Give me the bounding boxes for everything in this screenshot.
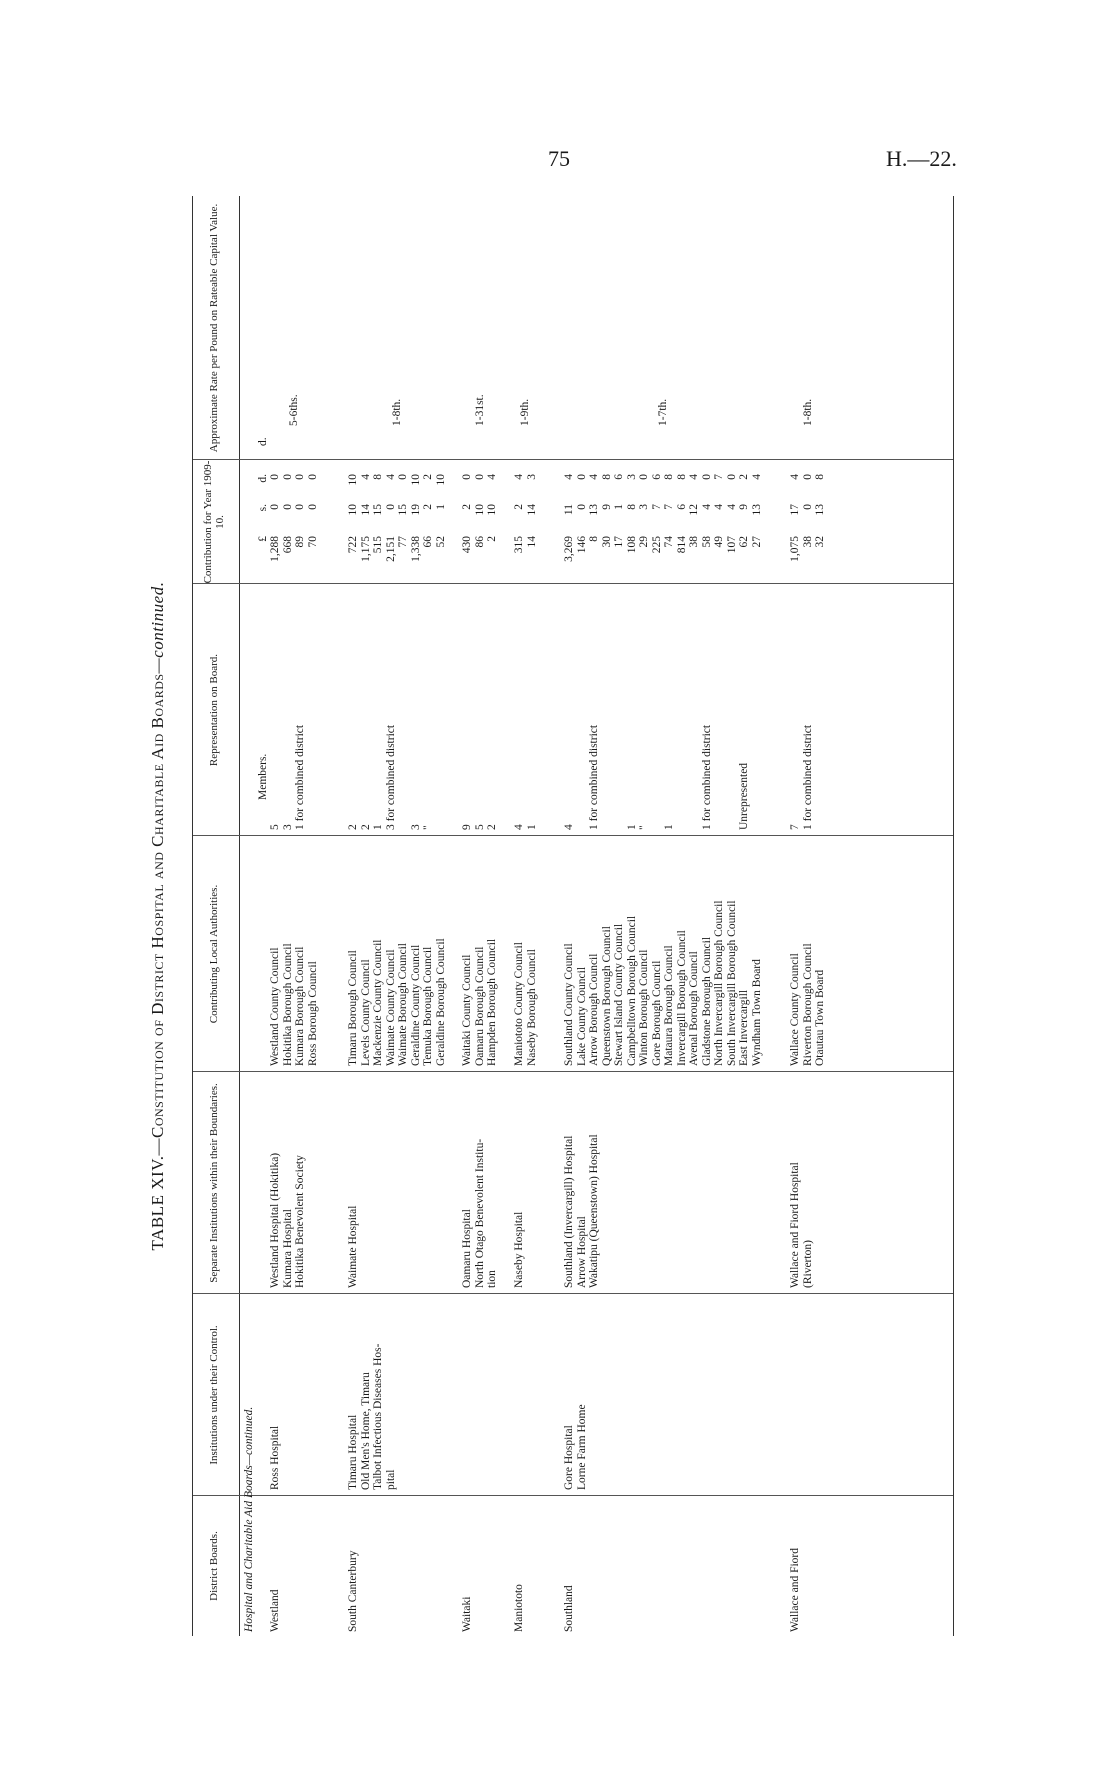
contribution-pounds: 315 [513, 536, 525, 554]
authority-name: Gladstone Borough Council [700, 936, 713, 1066]
contribution-pence: 4 [750, 474, 763, 480]
separate-institution-item: Kumara Hospital [281, 1209, 294, 1288]
contribution-pounds: 814 [675, 536, 688, 554]
contribution-pence: 0 [725, 474, 738, 480]
contribution-pence: 10 [434, 474, 447, 486]
contribution-shillings: 15 [372, 504, 384, 516]
contribution-pounds: 430 [461, 536, 473, 554]
representation-value: 1 [525, 824, 538, 830]
authority-name: Winton Borough Council [638, 949, 650, 1066]
contribution-pounds: 38 [688, 536, 700, 548]
contribution-pence: 0 [700, 474, 713, 480]
institution-item: Old Men's Home, Timaru [359, 1372, 372, 1490]
representation-value: 1 [663, 824, 675, 830]
col-header-institutions: Institutions under their Control. [208, 1325, 220, 1465]
representation-value: 4 [563, 824, 575, 830]
contribution-pounds: 14 [525, 536, 538, 548]
contribution-pence: 8 [663, 474, 675, 480]
rate-unit: d. [257, 437, 269, 446]
column-divider [193, 1495, 953, 1496]
contribution-shillings: 1 [613, 504, 625, 510]
column-divider [193, 459, 953, 460]
contribution-pence: 10 [347, 474, 359, 486]
authority-name: Ross Borough Council [306, 961, 319, 1066]
contribution-shillings: 17 [789, 504, 801, 516]
contribution-pence: 6 [650, 474, 663, 480]
contribution-pence: 0 [638, 474, 650, 480]
representation-value: 7 [789, 824, 801, 830]
authority-name: Hampden Borough Council [486, 938, 498, 1066]
representation-value: 2 [359, 824, 372, 830]
rate-value: 1-9th. [519, 398, 532, 426]
contribution-shillings: 2 [461, 504, 473, 510]
col-header-contribution: Contribution for Year 1909-10. [202, 460, 226, 584]
representation-value: 2 [486, 824, 498, 830]
contribution-shillings: 14 [359, 504, 372, 516]
contribution-pounds: 89 [294, 536, 306, 548]
contribution-pounds: 1,288 [269, 536, 281, 562]
rate-value: 1-8th. [801, 398, 814, 426]
contribution-pence: 8 [600, 474, 613, 480]
table-title [148, 196, 168, 1636]
contribution-shillings: 10 [347, 504, 359, 516]
authority-name: Timaru Borough Council [347, 950, 359, 1066]
members-unit: Members. [257, 753, 269, 800]
contribution-shillings: 10 [473, 504, 486, 516]
contribution-pounds: 2,151 [384, 536, 397, 562]
column-divider [193, 1293, 953, 1294]
constitution-table [192, 196, 954, 1636]
authority-name: Naseby Borough Council [525, 949, 538, 1066]
representation-value: Unrepresented [738, 762, 750, 830]
contribution-pounds: 225 [650, 536, 663, 554]
contribution-pence: 0 [461, 474, 473, 480]
pounds-unit: £ [257, 536, 269, 542]
authority-name: Westland County Council [269, 947, 281, 1066]
institution-item: Ross Hospital [269, 1425, 281, 1490]
contribution-pounds: 146 [575, 536, 588, 554]
authority-name: Otautau Town Board [814, 969, 826, 1066]
col-header-boards: District Boards. [208, 1531, 220, 1601]
contribution-pence: 7 [713, 474, 725, 480]
board-name: South Canterbury [347, 1550, 359, 1632]
institution-item: Talbot Infectious Diseases Hos- [372, 1343, 384, 1490]
representation-value: " [638, 825, 650, 830]
contribution-shillings: 0 [575, 504, 588, 510]
representation-value: 1 for combined district [801, 724, 814, 830]
column-divider [193, 1071, 953, 1072]
contribution-shillings: 4 [713, 504, 725, 510]
contribution-shillings: 13 [588, 504, 600, 516]
representation-value: 4 [513, 824, 525, 830]
contribution-shillings: 0 [281, 504, 294, 510]
contribution-shillings: 7 [650, 504, 663, 510]
contribution-shillings: 9 [738, 504, 750, 510]
contribution-shillings: 2 [422, 504, 434, 510]
contribution-pence: 3 [525, 474, 538, 480]
col-header-representation: Representation on Board. [208, 653, 220, 767]
rate-value: 5-6ths. [287, 394, 300, 426]
authority-name: Queenstown Borough Council [600, 926, 613, 1066]
contribution-pence: 4 [588, 474, 600, 480]
contribution-pounds: 70 [306, 536, 319, 548]
contribution-pounds: 107 [725, 536, 738, 554]
authority-name: Geraldine Borough Council [434, 938, 447, 1066]
contribution-pounds: 29 [638, 536, 650, 548]
contribution-pence: 0 [281, 474, 294, 480]
separate-institution-item: Naseby Hospital [513, 1211, 525, 1288]
column-divider [193, 835, 953, 836]
contribution-pence: 6 [613, 474, 625, 480]
separate-institution-item: Wallace and Fiord Hospital [789, 1162, 801, 1288]
contribution-pounds: 77 [397, 536, 409, 548]
representation-value: 5 [473, 824, 486, 830]
authority-name: Waimate Borough Council [397, 943, 409, 1066]
separate-institution-item: Southland (Invercargill) Hospital [563, 1135, 575, 1288]
col-header-separate: Separate Institutions within their Boundaries. [208, 1083, 220, 1283]
separate-institution-item: Wakatipu (Queenstown) Hospital [588, 1134, 600, 1288]
section-heading: Hospital and Charitable Aid Boards—continued. [243, 1406, 255, 1632]
contribution-pounds: 1,338 [409, 536, 422, 562]
contribution-shillings: 7 [663, 504, 675, 510]
separate-institution-item: Hokitika Benevolent Society [294, 1155, 306, 1288]
separate-institution-item: Westland Hospital (Hokitika) [269, 1152, 281, 1288]
contribution-shillings: 1 [434, 504, 447, 510]
contribution-pence: 4 [513, 474, 525, 480]
contribution-pounds: 3,269 [563, 536, 575, 562]
separate-institution-item: Arrow Hospital [575, 1216, 588, 1288]
representation-value: " [422, 825, 434, 830]
institution-item: Lorne Farm Home [575, 1404, 588, 1490]
authority-name: Kumara Borough Council [294, 946, 306, 1066]
title-prefix: TABLE XIV.— [148, 1138, 167, 1251]
rate-value: 1-31st. [473, 394, 486, 426]
header-rule [239, 196, 240, 1636]
authority-name: Southland County Council [563, 943, 575, 1066]
contribution-pounds: 1,075 [789, 536, 801, 562]
authority-name: Invercargill Borough Council [675, 930, 688, 1066]
contribution-pounds: 38 [801, 536, 814, 548]
contribution-pounds: 108 [625, 536, 638, 554]
contribution-pence: 0 [294, 474, 306, 480]
authority-name: Geraldine County Council [409, 944, 422, 1066]
authority-name: Lake County Council [575, 966, 588, 1066]
contribution-pence: 0 [473, 474, 486, 480]
title-main: Constitution of District Hospital and Charitable Aid Boards [148, 673, 167, 1139]
contribution-pounds: 668 [281, 536, 294, 554]
contribution-shillings: 2 [513, 504, 525, 510]
contribution-pence: 0 [269, 474, 281, 480]
representation-value: 1 [372, 824, 384, 830]
authority-name: Campbelltown Borough Council [625, 915, 638, 1066]
institution-item: Gore Hospital [563, 1425, 575, 1490]
representation-value: 3 [281, 824, 294, 830]
rotated-table [148, 196, 952, 1636]
contribution-pounds: 27 [750, 536, 763, 548]
col-header-authorities: Contributing Local Authorities. [208, 884, 220, 1024]
authority-name: North Invercargill Borough Council [713, 900, 725, 1066]
authority-name: South Invercargill Borough Council [725, 900, 738, 1066]
shillings-unit: s. [257, 504, 269, 512]
contribution-pence: 0 [306, 474, 319, 480]
contribution-pence: 4 [359, 474, 372, 480]
contribution-shillings: 12 [688, 504, 700, 516]
board-name: Southland [563, 1585, 575, 1632]
contribution-shillings: 8 [625, 504, 638, 510]
contribution-shillings: 9 [600, 504, 613, 510]
contribution-pence: 0 [397, 474, 409, 480]
separate-institution-item: (Riverton) [801, 1240, 814, 1288]
contribution-pounds: 49 [713, 536, 725, 548]
representation-value: 5 [269, 824, 281, 830]
contribution-pence: 4 [688, 474, 700, 480]
contribution-shillings: 3 [638, 504, 650, 510]
contribution-pence: 8 [372, 474, 384, 480]
contribution-shillings: 14 [525, 504, 538, 516]
contribution-pounds: 722 [347, 536, 359, 554]
representation-value: 1 [625, 824, 638, 830]
contribution-shillings: 4 [725, 504, 738, 510]
contribution-pence: 0 [801, 474, 814, 480]
rate-value: 1-8th. [390, 398, 403, 426]
authority-name: Stewart Island County Council [613, 923, 625, 1066]
contribution-shillings: 13 [750, 504, 763, 516]
separate-institution-item: Oamaru Hospital [461, 1209, 473, 1288]
board-name: Wallace and Fiord [789, 1547, 801, 1632]
column-divider [193, 583, 953, 584]
authority-name: Riverton Borough Council [801, 943, 814, 1066]
authority-name: Avenal Borough Council [688, 951, 700, 1066]
authority-name: Waitaki County Council [461, 954, 473, 1066]
authority-name: Mackenzie County Council [372, 939, 384, 1066]
contribution-pounds: 30 [600, 536, 613, 548]
contribution-pence: 8 [675, 474, 688, 480]
contribution-pence: 4 [789, 474, 801, 480]
contribution-shillings: 4 [700, 504, 713, 510]
contribution-pounds: 515 [372, 536, 384, 554]
separate-institution-item: North Otago Benevolent Institu- [473, 1138, 486, 1288]
contribution-pence: 0 [575, 474, 588, 480]
authority-name: Gore Borough Council [650, 960, 663, 1066]
contribution-pounds: 1,175 [359, 536, 372, 562]
rate-value: 1-7th. [656, 398, 669, 426]
col-header-rate: Approximate Rate per Pound on Rateable Capital Value. [208, 203, 220, 453]
contribution-pence: 2 [738, 474, 750, 480]
contribution-pence: 4 [486, 474, 498, 480]
authority-name: Wyndham Town Board [750, 959, 763, 1066]
contribution-pence: 4 [384, 474, 397, 480]
contribution-pounds: 58 [700, 536, 713, 548]
representation-value: 9 [461, 824, 473, 830]
institution-item: Timaru Hospital [347, 1414, 359, 1490]
authority-name: Oamaru Borough Council [473, 946, 486, 1066]
contribution-pounds: 52 [434, 536, 447, 548]
authority-name: Temuka Borough Council [422, 946, 434, 1066]
separate-institution-item: Waimate Hospital [347, 1205, 359, 1288]
representation-value: 1 for combined district [700, 724, 713, 830]
contribution-shillings: 0 [306, 504, 319, 510]
contribution-shillings: 0 [384, 504, 397, 510]
authority-name: Maniototo County Council [513, 942, 525, 1066]
contribution-shillings: 0 [269, 504, 281, 510]
contribution-shillings: 19 [409, 504, 422, 516]
contribution-pence: 4 [563, 474, 575, 480]
contribution-shillings: 15 [397, 504, 409, 516]
board-name: Waitaki [461, 1596, 473, 1632]
contribution-shillings: 10 [486, 504, 498, 516]
authority-name: Wallace County Council [789, 953, 801, 1066]
contribution-shillings: 0 [801, 504, 814, 510]
contribution-pounds: 62 [738, 536, 750, 548]
contribution-shillings: 11 [563, 504, 575, 516]
authority-name: Arrow Borough Council [588, 953, 600, 1066]
contribution-pence: 3 [625, 474, 638, 480]
contribution-pence: 10 [409, 474, 422, 486]
page-number: 75 [548, 146, 570, 171]
contribution-pence: 8 [814, 474, 826, 480]
authority-name: Mataura Borough Council [663, 945, 675, 1066]
institution-item: pital [384, 1469, 397, 1490]
contribution-pence: 2 [422, 474, 434, 480]
board-name: Westland [269, 1589, 281, 1632]
authority-name: East Invercargill [738, 989, 750, 1066]
pence-unit: d. [257, 474, 269, 483]
representation-value: 1 for combined district [588, 724, 600, 830]
representation-value: 2 [347, 824, 359, 830]
representation-value: 3 for combined district [384, 724, 397, 830]
contribution-pounds: 2 [486, 536, 498, 542]
separate-institution-item: tion [486, 1270, 498, 1288]
representation-value: 3 [409, 824, 422, 830]
document-reference: H.—22. [886, 146, 957, 171]
authority-name: Levels County Council [359, 959, 372, 1066]
representation-value: 1 for combined district [294, 724, 306, 830]
contribution-pounds: 86 [473, 536, 486, 548]
authority-name: Hokitika Borough Council [281, 943, 294, 1066]
contribution-pounds: 8 [588, 536, 600, 542]
board-name: Maniototo [513, 1584, 525, 1632]
contribution-shillings: 13 [814, 504, 826, 516]
contribution-pounds: 66 [422, 536, 434, 548]
contribution-shillings: 6 [675, 504, 688, 510]
authority-name: Waimate County Council [384, 949, 397, 1066]
contribution-pounds: 32 [814, 536, 826, 548]
contribution-shillings: 0 [294, 504, 306, 510]
contribution-pounds: 74 [663, 536, 675, 548]
contribution-pounds: 17 [613, 536, 625, 548]
title-suffix: —continued. [148, 581, 167, 674]
